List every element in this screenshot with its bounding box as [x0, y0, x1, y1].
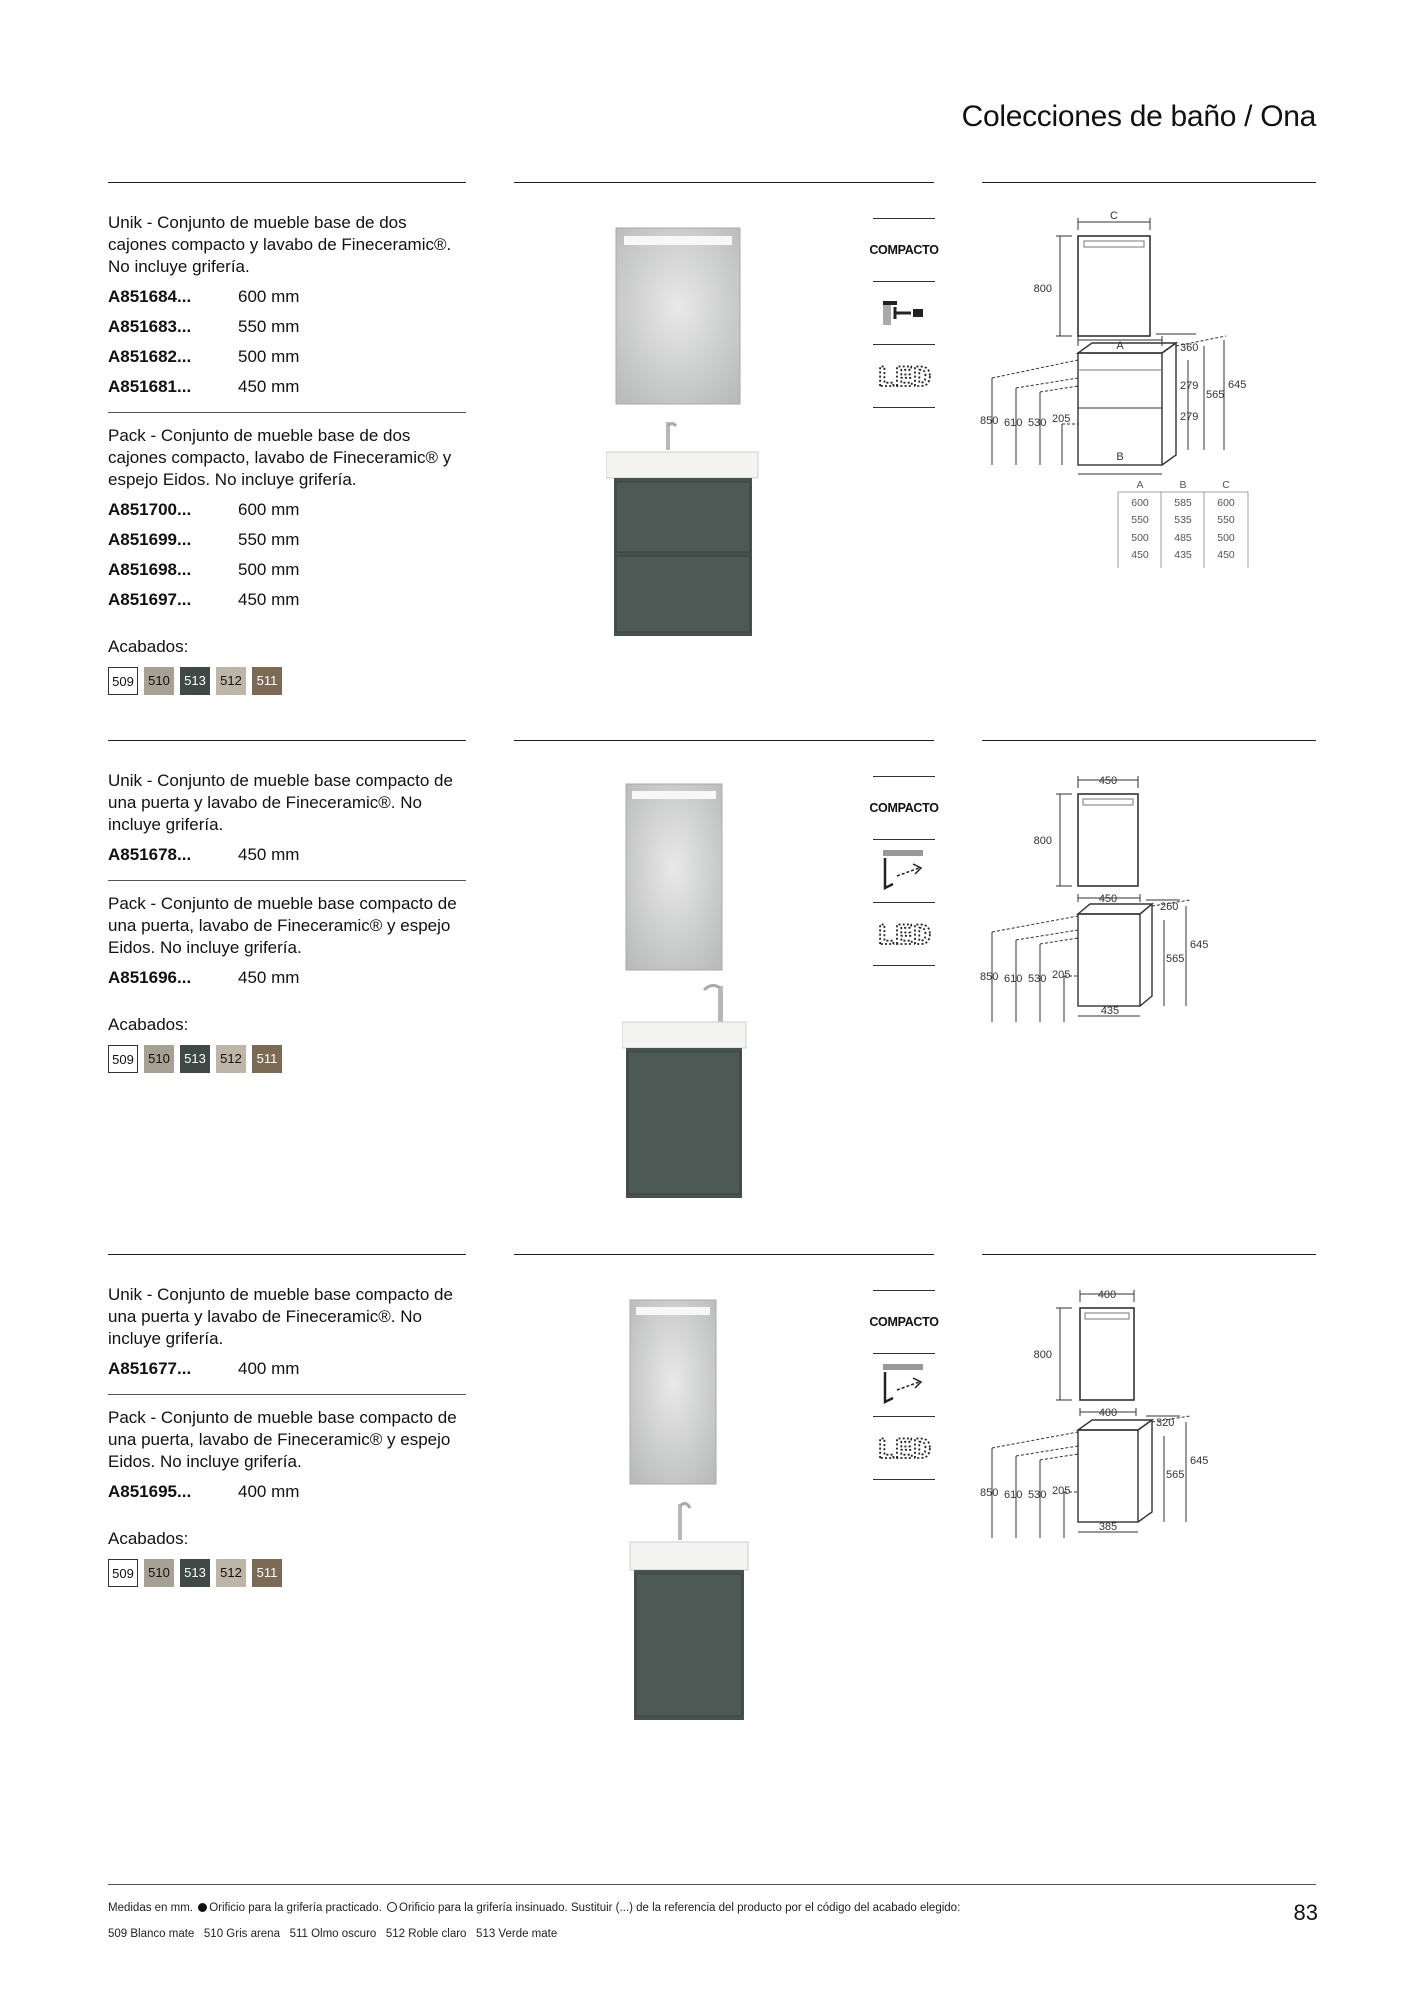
ref-row: [108, 559, 468, 581]
dim-530: 530: [1028, 973, 1047, 985]
finish-swatch-510[interactable]: 510: [144, 1045, 174, 1073]
finish-swatch-509[interactable]: 509: [108, 667, 138, 695]
dim-205: 205: [1052, 969, 1071, 981]
dim-610: 610: [1004, 973, 1023, 985]
ref-code: A851698...: [108, 560, 192, 579]
ref-code: A851682...: [108, 347, 192, 366]
feature-icons-2: [869, 776, 939, 966]
dim-279-top: 279: [1180, 380, 1199, 392]
divider: [108, 1254, 466, 1255]
dim-565: 565: [1166, 1469, 1185, 1481]
finish-swatch-511[interactable]: 511: [252, 667, 282, 695]
finishes-label: Acabados:: [108, 637, 189, 656]
pack-description: Pack - Conjunto de mueble base de dos cajones compacto, lavabo de Fineceramic® y espejo Eidos. No incluye grifería.: [108, 426, 452, 489]
ref-row: [108, 529, 468, 551]
unik-description: Unik - Conjunto de mueble base de dos cajones compacto y lavabo de Fineceramic®. No incluye grifería.: [108, 213, 452, 276]
door-icon: [879, 848, 929, 894]
dim-depth: 320: [1156, 1417, 1175, 1429]
ref-size: 500 mm: [238, 347, 300, 366]
product-info-3: [108, 1284, 468, 1587]
finish-swatch-512[interactable]: 512: [216, 1045, 246, 1073]
dim-610: 610: [1004, 417, 1023, 429]
dim-205: 205: [1052, 1485, 1071, 1497]
compacto-label: COMPACTO: [869, 243, 939, 257]
table-cell: 500: [1131, 532, 1149, 544]
dim-850: 850: [980, 971, 999, 983]
ref-code: A851697...: [108, 590, 192, 609]
table-cell: 585: [1174, 497, 1192, 509]
product-image-two-drawer: [606, 226, 766, 636]
table-cell: 550: [1217, 514, 1235, 526]
mirror-led-strip: [636, 1307, 710, 1315]
dim-565: 565: [1166, 953, 1185, 965]
ref-size: 400 mm: [238, 1482, 300, 1501]
door-icon: [879, 1362, 929, 1408]
dim-width: 450: [1098, 893, 1118, 905]
divider: [982, 182, 1316, 183]
led-icon: [873, 358, 935, 394]
size-table: [1118, 479, 1248, 568]
finish-code-item: 509 Blanco mate: [108, 1928, 195, 1940]
table-cell: 485: [1174, 532, 1192, 544]
ref-row: [108, 376, 468, 398]
divider: [982, 740, 1316, 741]
finish-swatch-513[interactable]: 513: [180, 1559, 210, 1587]
compacto-label: COMPACTO: [869, 801, 939, 815]
led-icon: [873, 916, 935, 952]
ref-size: 450 mm: [238, 845, 300, 864]
dim-850: 850: [980, 1487, 999, 1499]
divider: [108, 412, 466, 413]
dim-width: 400: [1098, 1407, 1118, 1419]
footer-divider: [108, 1884, 1316, 1885]
ref-code: A851699...: [108, 530, 192, 549]
ref-code: A851700...: [108, 500, 192, 519]
dim-depth: 360: [1180, 342, 1199, 354]
dim-depth: 260: [1160, 901, 1179, 913]
dim-530: 530: [1028, 1489, 1047, 1501]
ref-row: [108, 286, 468, 308]
dim-mirror-height: 800: [1033, 835, 1052, 847]
finish-swatch-511[interactable]: 511: [252, 1559, 282, 1587]
basin: [622, 1022, 746, 1048]
ref-row: [108, 844, 468, 866]
mirror: [626, 784, 722, 970]
faucet: [718, 986, 723, 1022]
finish-swatch-513[interactable]: 513: [180, 667, 210, 695]
ref-row: [108, 346, 468, 368]
dim-base-width: 385: [1098, 1521, 1118, 1533]
dim-565: 565: [1206, 389, 1225, 401]
dim-a: A: [1116, 340, 1124, 352]
ref-code: A851695...: [108, 1482, 192, 1501]
table-cell: 435: [1174, 549, 1192, 561]
table-cell: 600: [1131, 497, 1149, 509]
table-cell: 600: [1217, 497, 1235, 509]
finish-swatch-513[interactable]: 513: [180, 1045, 210, 1073]
finish-code-item: 513 Verde mate: [476, 1928, 558, 1940]
faucet: [678, 1504, 682, 1540]
ref-code: A851683...: [108, 317, 192, 336]
ref-size: 550 mm: [238, 530, 300, 549]
dim-mirror-width: 400: [1097, 1289, 1117, 1301]
dim-c: C: [1110, 210, 1118, 222]
finishes-label: Acabados:: [108, 1015, 189, 1034]
ref-size: 600 mm: [238, 287, 300, 306]
finish-swatch-512[interactable]: 512: [216, 667, 246, 695]
finish-swatch-509[interactable]: 509: [108, 1045, 138, 1073]
table-cell: 550: [1131, 514, 1149, 526]
dim-mirror-height: 800: [1033, 1349, 1052, 1361]
basin: [630, 1542, 748, 1570]
drawer-top: [616, 482, 750, 552]
table-cell: 450: [1131, 549, 1149, 561]
product-info-2: [108, 770, 468, 1073]
dim-279-bottom: 279: [1180, 411, 1199, 423]
feature-icons-3: [869, 1290, 939, 1480]
ref-size: 450 mm: [238, 590, 300, 609]
mirror-led-strip: [632, 791, 716, 799]
footer-note-outline: Orificio para la grifería insinuado. Sustituir (...) de la referencia del producto por el código del acabado elegido:: [399, 1902, 961, 1914]
dim-850: 850: [980, 415, 999, 427]
cabinet-door: [628, 1052, 740, 1194]
dim-645: 645: [1190, 939, 1209, 951]
finish-swatch-509[interactable]: 509: [108, 1559, 138, 1587]
dim-mirror-width: 450: [1098, 775, 1118, 787]
divider: [514, 740, 934, 741]
ref-row: [108, 316, 468, 338]
dim-645: 645: [1190, 1455, 1209, 1467]
finish-code-item: 511 Olmo oscuro: [289, 1928, 377, 1940]
page-number: 83: [1293, 1900, 1318, 1925]
ref-row: [108, 967, 468, 989]
product-image-one-door-450: [622, 782, 752, 1202]
ref-code: A851681...: [108, 377, 192, 396]
feature-icons-1: [869, 218, 939, 408]
ref-row: [108, 1481, 468, 1503]
footer-note: [108, 1902, 960, 1914]
ref-size: 550 mm: [238, 317, 300, 336]
pack-description: Pack - Conjunto de mueble base compacto de una puerta, lavabo de Fineceramic® y espejo Eidos. No incluye grifería.: [108, 1408, 457, 1471]
mirror-led-strip: [624, 236, 732, 245]
finishes-label: Acabados:: [108, 1529, 189, 1548]
unik-description: Unik - Conjunto de mueble base compacto de una puerta y lavabo de Fineceramic®. No incluye grifería.: [108, 1285, 453, 1348]
led-text: LED: [876, 1434, 932, 1466]
unik-description: Unik - Conjunto de mueble base compacto de una puerta y lavabo de Fineceramic®. No incluye grifería.: [108, 771, 453, 834]
divider: [108, 1394, 466, 1395]
dim-205: 205: [1052, 413, 1071, 425]
divider: [514, 1254, 934, 1255]
divider: [108, 880, 466, 881]
finish-swatches: [108, 1559, 468, 1587]
divider: [108, 182, 466, 183]
table-header: C: [1222, 479, 1230, 491]
finish-code-item: 512 Roble claro: [385, 1928, 467, 1940]
pack-description: Pack - Conjunto de mueble base compacto de una puerta, lavabo de Fineceramic® y espejo Eidos. No incluye grifería.: [108, 894, 457, 957]
ref-size: 600 mm: [238, 500, 300, 519]
dim-610: 610: [1004, 1489, 1023, 1501]
technical-drawing-1: [980, 210, 1280, 570]
outline-dot-icon: [387, 1902, 397, 1912]
ref-size: 450 mm: [238, 377, 300, 396]
ref-size: 450 mm: [238, 968, 300, 987]
dim-mirror-height: 800: [1033, 283, 1052, 295]
finish-swatches: [108, 667, 468, 695]
led-text: LED: [876, 362, 932, 394]
ref-code: A851677...: [108, 1359, 192, 1378]
table-header: A: [1136, 479, 1144, 491]
technical-drawing-2: [980, 770, 1220, 1030]
mirror: [630, 1300, 716, 1484]
table-cell: 535: [1174, 514, 1192, 526]
footer-note-filled: Orificio para la grifería practicado.: [209, 1902, 382, 1914]
footer-finish-codes: [108, 1928, 557, 1940]
led-text: LED: [876, 920, 932, 952]
divider: [514, 182, 934, 183]
product-info-1: [108, 212, 468, 695]
drawer-icon: [879, 293, 929, 333]
divider: [982, 1254, 1316, 1255]
ref-row: [108, 499, 468, 521]
dim-base-width: 435: [1100, 1005, 1120, 1017]
compacto-label: COMPACTO: [869, 1315, 939, 1329]
divider: [108, 740, 466, 741]
ref-code: A851684...: [108, 287, 192, 306]
table-header: B: [1179, 479, 1187, 491]
ref-size: 500 mm: [238, 560, 300, 579]
led-icon: [873, 1430, 935, 1466]
finish-swatch-511[interactable]: 511: [252, 1045, 282, 1073]
footer-note-prefix: Medidas en mm.: [108, 1902, 194, 1914]
ref-row: [108, 589, 468, 611]
ref-code: A851696...: [108, 968, 192, 987]
finish-swatch-510[interactable]: 510: [144, 667, 174, 695]
filled-dot-icon: [198, 1903, 207, 1912]
product-image-one-door-400: [626, 1298, 756, 1722]
basin: [606, 452, 758, 478]
dim-530: 530: [1028, 417, 1047, 429]
finish-code-item: 510 Gris arena: [203, 1928, 280, 1940]
table-cell: 500: [1217, 532, 1235, 544]
dim-b: B: [1116, 451, 1124, 463]
dim-645: 645: [1228, 379, 1247, 391]
technical-drawing-3: [980, 1284, 1220, 1544]
finish-swatch-512[interactable]: 512: [216, 1559, 246, 1587]
ref-size: 400 mm: [238, 1359, 300, 1378]
page-title: Colecciones de baño / Ona: [961, 100, 1316, 133]
drawer-bottom: [616, 556, 750, 632]
table-cell: 450: [1217, 549, 1235, 561]
ref-row: [108, 1358, 468, 1380]
finish-swatch-510[interactable]: 510: [144, 1559, 174, 1587]
ref-code: A851678...: [108, 845, 192, 864]
cabinet-door: [636, 1574, 742, 1716]
mirror: [616, 228, 740, 404]
finish-swatches: [108, 1045, 468, 1073]
